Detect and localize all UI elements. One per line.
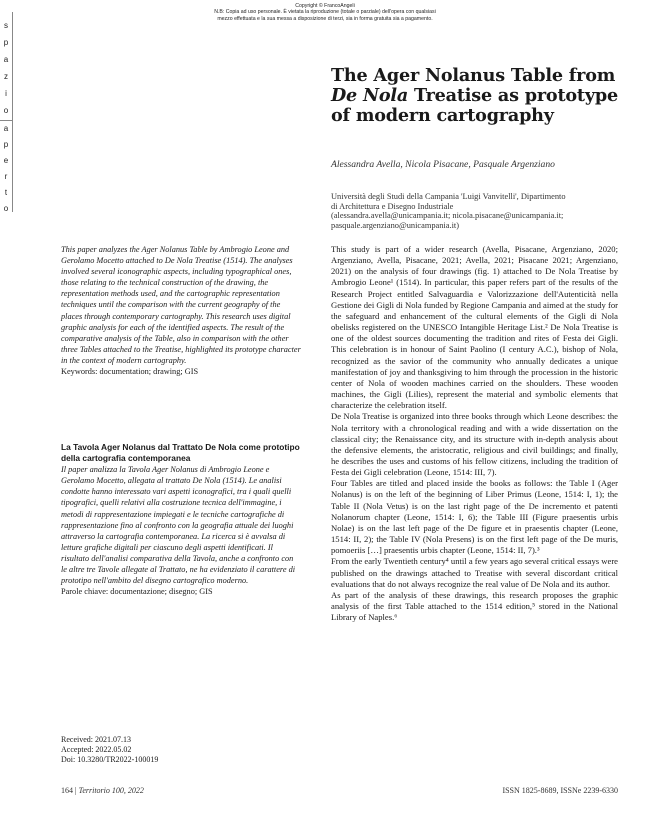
body-paragraph: As part of the analysis of these drawings, this research proposes the graphic analysis of the first Table attached to the 1514 edition,⁵ stored in the National Library of Naples.⁶ (331, 589, 618, 623)
side-letter: e (3, 156, 9, 165)
page-number: 164 (61, 786, 73, 795)
side-letter: o (3, 106, 9, 115)
side-letter: p (3, 38, 9, 47)
author-affiliation (331, 192, 621, 230)
footer-separator: | (75, 786, 77, 795)
section-side-strip (0, 12, 13, 212)
body-paragraph: De Nola Treatise is organized into three books through which Leone describes: the Nola territory with a chronological reading and with a wide dissertation on the classical city; the Renaissance city, and its structure with in-depth analysis about the defensive elements, the aristocratic, religious and civil buildings; and finally, he describes the uses and customs of his fellow citizens, including the tradition of Festa dei Gigli celebration (Leone, 1514: III, 7). (331, 411, 618, 478)
affiliation-line-4: pasquale.argenziano@unicampania.it) (331, 220, 460, 230)
abstract-italian-title: La Tavola Ager Nolanus dal Trattato De Nola come prototipo della cartografia contemporanea (61, 442, 300, 464)
accepted-date: Accepted: 2022.05.02 (61, 744, 132, 754)
side-letter: p (3, 140, 9, 149)
doi: Doi: 10.3280/TR2022-100019 (61, 754, 159, 764)
abstract-italian-keywords: Parole chiave: documentazione; disegno; GIS (61, 587, 213, 597)
affiliation-line-1: Università degli Studi della Campania 'Luigi Vanvitelli', Dipartimento (331, 192, 566, 201)
main-body-text (331, 244, 618, 623)
body-paragraph: This study is part of a wider research (Avella, Pisacane, Argenziano, 2020; Argenziano, Avella, Pisacane, 2021; Avella, 2021; Pisacane 2021; Argenziano, 2021) on the analysis of four drawings (fig. 1) attached to De Nola Treatise by Ambrogio Leone¹ (1514). In particular, this paper refers part of the results of the Research Project entitled Salvaguardia e Valorizzazione dell'Autenticità nella Gestione dei Gigli di Nola funded by Regione Campania and aimed at the study for the safeguard and enhancement of the cultural elements of the Gigli di Nola obelisks registered on the UNESCO Intangible Heritage List.² De Nola Treatise is one of the oldest sources documenting the tradition and rites of Festa dei Gigli. This celebration is in honour of Saint Paolino (I century A.C.), bishop of Nola, recognized as the savior of the community who annually dedicates a unique manifestation of joy and thanksgiving to him through the procession in the historic center of Nola of wooden machines carried on the shoulders. These wooden machines, the Gigli (Lilies), represent the material and symbolic elements that characterize the celebration itself. (331, 244, 618, 411)
side-letter: s (4, 21, 8, 30)
received-date: Received: 2021.07.13 (61, 735, 131, 744)
side-letter: z (4, 72, 8, 81)
side-letter: t (4, 188, 8, 197)
article-title (331, 66, 621, 126)
affiliation-line-2: di Architettura e Disegno Industriale (331, 201, 454, 211)
abstract-english-text: This paper analyzes the Ager Nolanus Table by Ambrogio Leone and Gerolamo Mocetto attached to De Nola Treatise (1514). The analyses involved several iconographic aspects, including typographical ones, those relating to the technical construction of the drawing, the representation methods used, and the cartographic representation techniques until the comparison with the current geography of the places through contemporary cartography. This research uses digital graphic analysis for each of the identified aspects. The result of the comparative analysis of the Table, also in comparison with the other three Tables attached to the Treatise, highlighted its prototype character in the context of modern cartography. (61, 245, 301, 365)
issn-footer: ISSN 1825-8689, ISSNe 2239-6330 (502, 786, 618, 795)
side-letter: i (5, 89, 7, 98)
journal-name: Territorio 100, 2022 (78, 786, 144, 795)
publication-dates (61, 735, 261, 764)
title-part-1: The Ager Nolanus Table from (331, 65, 616, 86)
title-part-2: Treatise as prototype of modern cartography (331, 85, 618, 126)
abstract-english-keywords: Keywords: documentation; drawing; GIS (61, 367, 199, 377)
side-letter: r (4, 172, 8, 181)
abstract-english (61, 244, 301, 377)
title-italic: De Nola (331, 85, 409, 106)
side-letter: o (3, 204, 9, 213)
affiliation-line-3: (alessandra.avella@unicampania.it; nicola.pisacane@unicampania.it; (331, 211, 564, 221)
abstract-italian (61, 442, 301, 597)
body-paragraph: Four Tables are titled and placed inside the books as follows: the Table I (Ager Nolanus) is on the left of the beginning of Liber Primus (Leone, 1514: I, 1); the Table II (Nola Vetus) is on the last right page of the De incremento et patenti Nolanorum chapter (Leone, 1514: I, 6); the Table III (Figure praesentis urbis Nolae) is on the last left page of the De figure et in praesentis chapter (Leone, 1514: II, 2); the Table IV (Nola Presens) is on the first left page of the De muris, pomoeriis […] praesentis urbis chapter (Leone, 1514: II, 7).³ (331, 478, 618, 556)
abstract-italian-text: Il paper analizza la Tavola Ager Nolanus di Ambrogio Leone e Gerolamo Mocetto, allegata al trattato De Nola (1514). Le analisi condotte hanno interessato vari aspetti iconografici, tra i quali quelli tipografici, quelli relativi alla costruzione tecnica dell'immagine, i metodi di rappresentazione impiegati e le tecniche cartografiche di rappresentazione fino al confronto con la geografia attuale dei luoghi attraverso la cartografia contemporanea. La ricerca si è avvalsa di letture grafiche digitali per ciascuno degli aspetti identificati. Il risultato dell'analisi comparativa della Tavola, anche a confronto con le altre tre Tavole allegate al Trattato, ne ha evidenziato il carattere di prototipo nell'ambito del disegno cartografico moderno. (61, 465, 296, 586)
side-letter: a (3, 55, 9, 64)
copyright-notice (180, 3, 470, 22)
body-paragraph: From the early Twentieth century⁴ until a few years ago several critical essays were published on the drawings attached to Treatise with several discordant critical evaluations that do not always recognize the real value of De Nola and its author. (331, 556, 618, 589)
page-footer-left (61, 786, 144, 795)
side-letter: a (3, 124, 9, 133)
article-authors: Alessandra Avella, Nicola Pisacane, Pasquale Argenziano (331, 159, 555, 170)
copyright-line-1: Copyright © FrancoAngeli (295, 3, 355, 9)
copyright-line-3: mezzo effettuata e la sua messa a disposizione di terzi, sia in forma gratuita sia a pagamento. (217, 15, 433, 22)
side-divider (0, 120, 12, 121)
copyright-line-2: N.B: Copia ad uso personale. È vietata la riproduzione (totale o parziale) dell'opera con qualsiasi (214, 9, 436, 16)
